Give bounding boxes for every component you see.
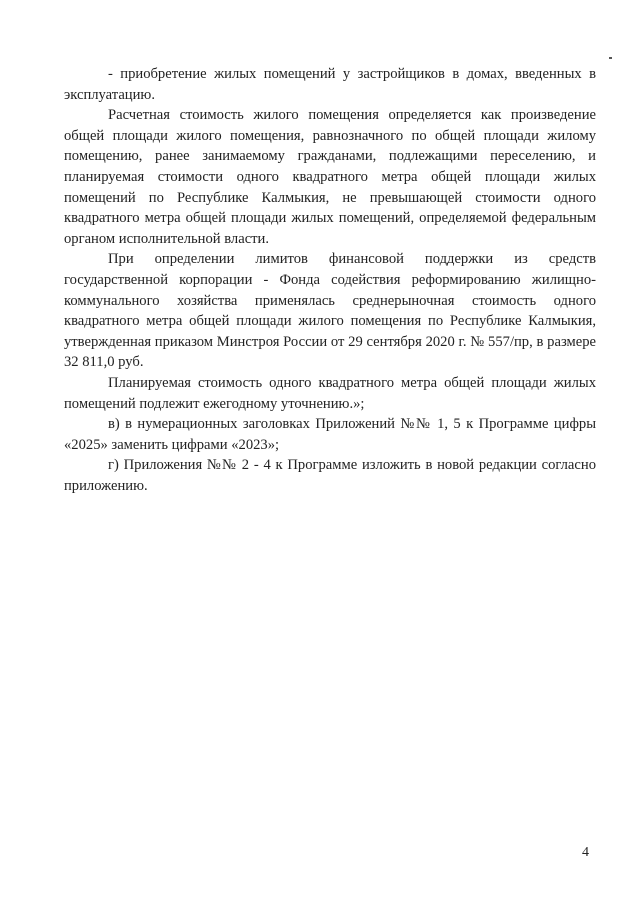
paragraph-calculated-cost: Расчетная стоимость жилого помещения определяется как произведение общей площади жилого помещения, равнозначного по общей площади жилому помещению, ранее занимаемому гражданами, подлежащими переселению, и планируемая стоимости одного квадратного метра общей площади жилых помещений по Республике Калмыкия, не превышающей стоимости одного квадратного метра общей площади жилых помещений, определяемой федеральным органом исполнительной власти. (64, 107, 596, 247)
scan-mark (609, 57, 612, 59)
paragraph-amendment-v: в) в нумерационных заголовках Приложений №№ 1, 5 к Программе цифры «2025» заменить цифрами «2023»; (64, 416, 596, 453)
paragraph-planned-cost: Планируемая стоимость одного квадратного метра общей площади жилых помещений подлежит ежегодному уточнению.»; (64, 374, 596, 412)
page-number: 4 (582, 845, 589, 860)
document-body (64, 64, 596, 496)
paragraph-acquisition: - приобретение жилых помещений у застройщиков в домах, введенных в эксплуатацию. (64, 66, 596, 103)
paragraph-amendment-g: г) Приложения №№ 2 - 4 к Программе изложить в новой редакции согласно приложению. (64, 457, 596, 494)
paragraph-financial-limits: При определении лимитов финансовой поддержки из средств государственной корпорации - Фонда содействия реформированию жилищно-коммунального хозяйства применялась среднерыночная стоимость одного квадратного метра общей площади жилого помещения по Республике Калмыкия, утвержденная приказом Минстроя России от 29 сентября 2020 г. № 557/пр, в размере 32 811,0 руб. (64, 251, 596, 371)
